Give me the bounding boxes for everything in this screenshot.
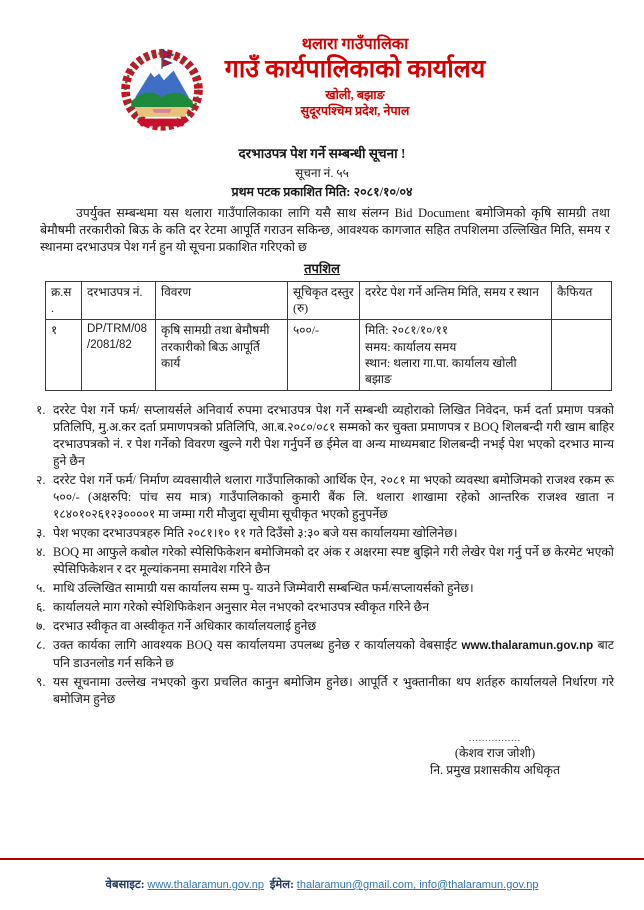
notice-published-date: प्रथम पटक प्रकाशित मिति: २०८१/१०/०४ — [231, 185, 413, 199]
letterhead — [0, 0, 644, 118]
municipality-name: थलारा गाउँपालिका — [301, 36, 409, 53]
term-text: कार्यालयले माग गरेको स्पेशिफिकेशन अनुसार मेल नभएको दरभाउपत्र स्वीकृत गरिने छैन — [53, 600, 430, 615]
details-heading: तपशिल — [304, 261, 340, 276]
website-link[interactable]: www.thalaramun.gov.np — [147, 879, 265, 891]
term-text: उक्त कार्यका लागि आवश्यक BOQ यस कार्यालयमा उपलब्ध हुनेछ र कार्यालयको वेबसाईट www.thalaramun.gov.np बाट पनि डाउनलोड गर्न सकिने छ — [53, 638, 614, 671]
table-cell: कृषि सामग्री तथा बेमौषमी तरकारीको बिऊ आपूर्ति कार्य — [156, 320, 288, 391]
office-province: सुदूरपश्चिम प्रदेश, नेपाल — [300, 103, 410, 118]
notice-number: सूचना नं. ५५ — [295, 166, 349, 180]
table-header-row — [46, 282, 612, 320]
terms-list — [36, 402, 614, 708]
signature-dots: ................ — [469, 733, 521, 744]
term-text: दररेट पेश गर्ने फर्म/ निर्माण व्यवसायीले थलारा गाउँपालिकाको आर्थिक ऐन, २०८१ मा भएको व्यवस्था बमोजिमको राजश्व रकम रू ५००/- (अक्षरुपि: पांच सय मात्र) गाउँपालिकाको कुमारी बैंक लि. थलारा शाखामा रहेको आन्तरिक राजश्व खाता न १८४०१०२६१२३००००१ मा जम्मा गरी मौजुदा सूचीमा सूचीकृत भएको हुनुपर्नेछ — [53, 473, 614, 522]
table-header-cell: दररेट पेश गर्ने अन्तिम मिति, समय र स्थान — [360, 282, 552, 320]
signatory-designation: नि. प्रमुख प्रशासकीय अधिकृत — [430, 762, 560, 777]
table-header-cell: कैफियत — [552, 282, 612, 320]
term-text: दररेट पेश गर्ने फर्म/ सप्लायर्सले अनिवार्य रुपमा दरभाउपत्र पेश गर्ने सम्बन्धी व्यहोराको लिखित निवेदन, फर्म दर्ता प्रमाण पत्रको प्रतिलिपि, मु.अ.कर दर्ता प्रमाणपत्रको प्रतिलिपि, आ.ब.२०८०/०८१ सम्मको कर चुक्ता प्रमाणपत्र र BOQ शिलबन्दी गरी खाम बाहिर दरभाउपत्रको नं. र पेश गर्नेको विवरण खुल्ने गरी पेश गर्नुपर्ने छ ईमेल वा अन्य माध्यमबाट शिलबन्दी नभई पेश भएको दरभाउ मान्य हुने छैन — [53, 403, 614, 469]
term-text: BOQ मा आफुले कबोल गरेको स्पेसिफिकेशन बमोजिमको दर अंक र अक्षरमा स्पष्ट बुझिने गरी लेखेर पेश गर्नु पर्ने छ केरमेट भएको स्पेसिफिकेशन र दर मूल्यांकनमा समावेश गरिने छैन — [53, 545, 614, 577]
table-row — [46, 320, 612, 391]
term-number: ६. — [36, 600, 46, 615]
term-number: ९. — [36, 675, 46, 690]
footer-contact — [0, 877, 644, 892]
office-address: खोली, बझाङ — [325, 88, 385, 103]
term-number: ८. — [36, 638, 46, 653]
notice-title: दरभाउपत्र पेश गर्ने सम्बन्धी सूचना ! — [238, 146, 406, 161]
term-number: ३. — [36, 526, 46, 541]
term-item — [36, 525, 614, 542]
table-header-cell: दरभाउपत्र नं. — [82, 282, 156, 320]
signature-block — [380, 732, 610, 779]
term-item — [36, 580, 614, 597]
table-header-cell: क्र.स . — [46, 282, 82, 320]
term-item — [36, 637, 614, 672]
term-item — [36, 402, 614, 470]
website-label: वेबसाइट: — [105, 879, 145, 891]
notice-intro-paragraph: उपर्युक्त सम्बन्धमा यस थलारा गाउँपालिकाका लागि यसै साथ संलग्न Bid Document बमोजिमको कृषि सामग्री तथा बेमौषमी तरकारीको बिऊ के कति दर रेटमा आपूर्ति गराउन सकिन्छ, आवश्यक कागजात सहित तपशिलमा उल्लिखित मिति, समय र स्थानमा दरभाउपत्र पेश गर्न हुन यो सूचना प्रकाशित गरिएको छ — [40, 206, 610, 254]
table-cell — [552, 320, 612, 391]
term-text: दरभाउ स्वीकृत वा अस्वीकृत गर्ने अधिकार कार्यालयलाई हुनेछ — [53, 619, 317, 634]
table-header-cell: सूचिकृत दस्तुर (रु) — [288, 282, 360, 320]
email-label: ईमेल: — [269, 879, 294, 891]
nepal-government-emblem-icon — [112, 38, 212, 134]
term-item — [36, 674, 614, 708]
signatory-name: (केशव राज जोशी) — [454, 745, 536, 760]
table-cell: ५००/- — [288, 320, 360, 391]
table-cell: १ — [46, 320, 82, 391]
term-number: ५. — [36, 581, 46, 596]
footer-divider — [0, 858, 644, 860]
term-text: माथि उल्लिखित सामाग्री यस कार्यालय सम्म पु- याउने जिम्मेवारी सम्बन्धित फर्म/सप्लायर्सको हुनेछ। — [53, 581, 474, 596]
term-item — [36, 599, 614, 616]
table-cell: DP/TRM/08 /2081/82 — [82, 320, 156, 391]
term-number: १. — [36, 403, 46, 418]
term-item — [36, 472, 614, 523]
notice-title-block — [0, 144, 644, 200]
term-text: यस सूचनामा उल्लेख नभएको कुरा प्रचलित कानुन बमोजिम हुनेछ। आपूर्ति र भुक्तानीका थप शर्तहरु कार्यालयले निर्धारण गरे बमोजिम हुनेछ — [53, 675, 614, 707]
tender-details-table — [45, 281, 612, 391]
term-number: ७. — [36, 619, 46, 634]
term-item — [36, 544, 614, 578]
term-text: पेश भएका दरभाउपत्रहरु मिति २०८१।१० ११ गते दिउँसो ३:३० बजे यस कार्यालयमा खोलिनेछ। — [53, 526, 458, 541]
office-name: गाउँ कार्यपालिकाको कार्यालय — [224, 56, 486, 84]
term-number: २. — [36, 473, 46, 488]
term-item — [36, 618, 614, 635]
table-cell: मिति: २०८१/१०/११ समय: कार्यालय समय स्थान: थलारा गा.पा. कार्यालय खोली बझाङ — [360, 320, 552, 391]
table-header-cell: विवरण — [156, 282, 288, 320]
term-number: ४. — [36, 545, 46, 560]
email-links[interactable]: thalaramun@gmail.com, info@thalaramun.gov.np — [296, 879, 539, 891]
